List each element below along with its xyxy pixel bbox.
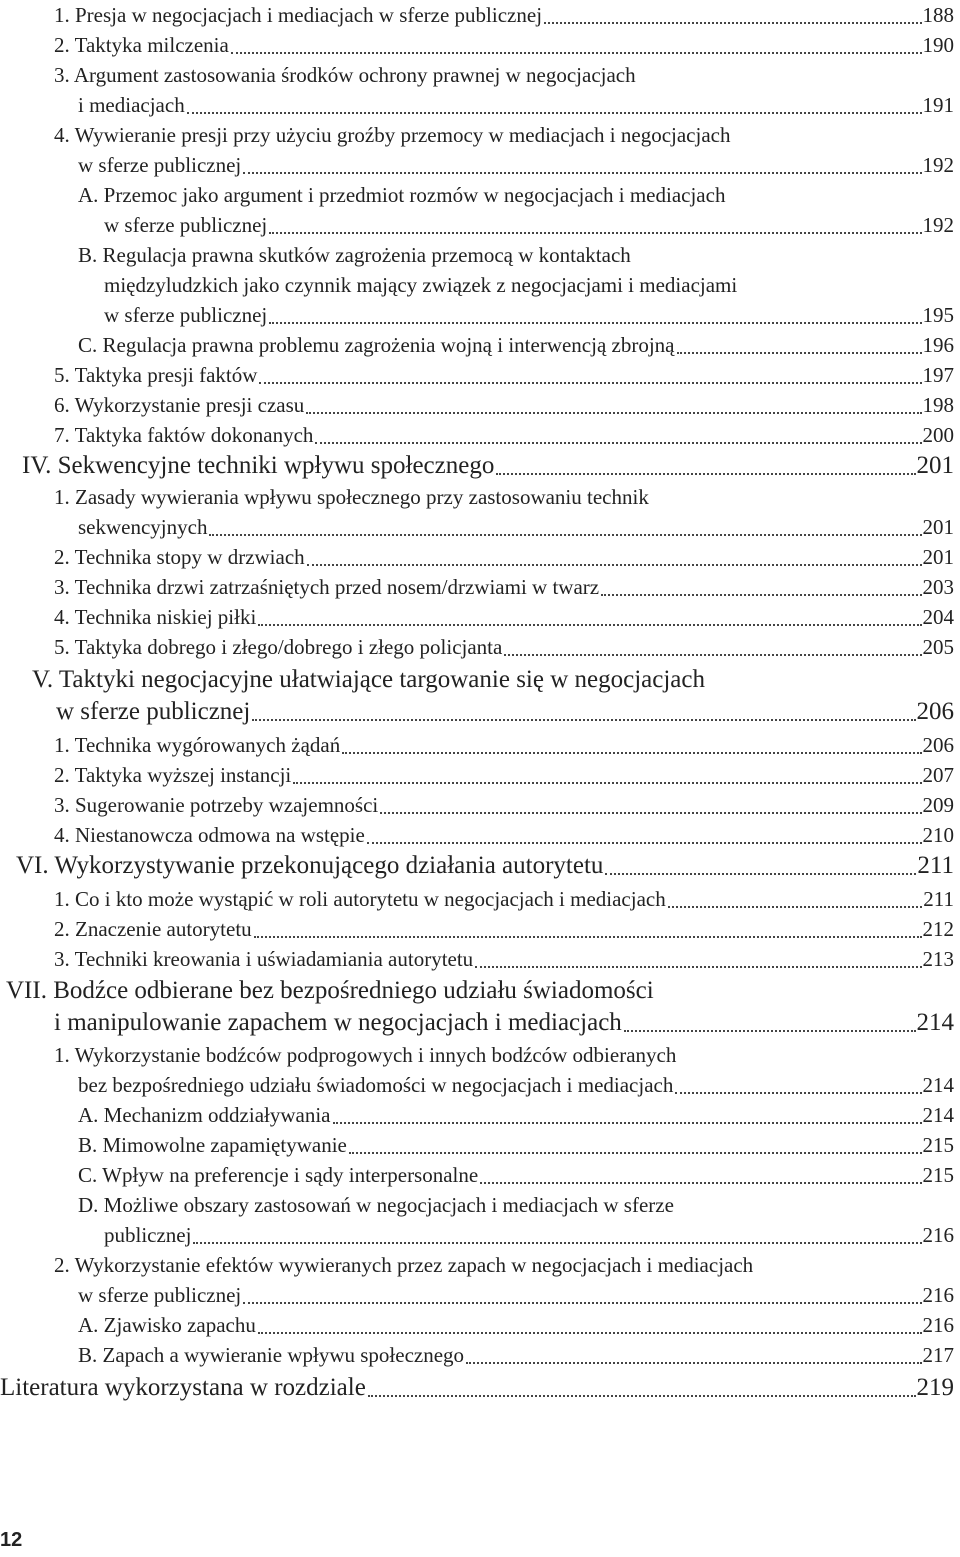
toc-page-number: 201 [922, 545, 954, 569]
toc-entry-title: 3. Technika drzwi zatrzaśniętych przed nosem/drzwiami w twarz [54, 575, 600, 599]
toc-entry [0, 1250, 954, 1310]
toc-page-number: 214 [922, 1073, 954, 1097]
toc-line [0, 850, 954, 882]
toc-line [0, 482, 954, 512]
dot-leader [315, 440, 921, 444]
toc-page-number: 216 [922, 1283, 954, 1307]
toc-page-number: 216 [922, 1223, 954, 1247]
toc-line [0, 1007, 954, 1039]
toc-page-number: 201 [922, 515, 954, 539]
toc-line [0, 150, 954, 180]
toc-entry [0, 420, 954, 450]
dot-leader [480, 1180, 921, 1184]
toc-line [0, 602, 954, 632]
toc-line [0, 1040, 954, 1070]
dot-leader [307, 562, 922, 566]
toc-entry-title: B. Mimowolne zapamiętywanie [78, 1133, 347, 1157]
toc-entry-title: 3. Sugerowanie potrzeby wzajemności [54, 793, 379, 817]
dot-leader [368, 1393, 916, 1397]
toc-line [0, 1372, 954, 1404]
dot-leader [367, 840, 922, 844]
toc-line [0, 450, 954, 482]
toc-line [0, 820, 954, 850]
toc-line [0, 420, 954, 450]
dot-leader [624, 1028, 916, 1032]
toc-page-number: 201 [916, 452, 954, 479]
toc-entry [0, 975, 954, 1039]
toc-entry [0, 120, 954, 180]
toc-entry [0, 884, 954, 914]
toc-entry-title: D. Możliwe obszary zastosowań w negocjacjach i mediacjach w sferze [78, 1193, 674, 1217]
toc-line [0, 180, 954, 210]
toc-entry-title: międzyludzkich jako czynnik mający związek z negocjacjami i mediacjami [104, 273, 738, 297]
dot-leader [677, 350, 922, 354]
toc-entry-title: V. Taktyki negocjacyjne ułatwiające targowanie się w negocjacjach [32, 666, 705, 693]
toc-line [0, 572, 954, 602]
toc-page-number: 192 [922, 153, 954, 177]
dot-leader [259, 380, 921, 384]
dot-leader [269, 320, 921, 324]
toc-line [0, 975, 954, 1007]
toc-entry-title: 1. Co i kto może wystąpić w roli autorytetu w negocjacjach i mediacjach [54, 887, 666, 911]
toc-page-number: 206 [922, 733, 954, 757]
toc-page-number: 206 [916, 698, 954, 725]
toc-line [0, 60, 954, 90]
toc-line [0, 1250, 954, 1280]
toc-entry-title: C. Wpływ na preferencje i sądy interpersonalne [78, 1163, 479, 1187]
toc-entry-title: 4. Wywieranie presji przy użyciu groźby przemocy w mediacjach i negocjacjach [54, 123, 731, 147]
toc-line [0, 390, 954, 420]
dot-leader [306, 410, 921, 414]
dot-leader [342, 750, 921, 754]
toc-entry-title: 1. Zasady wywierania wpływu społecznego przy zastosowaniu technik [54, 485, 649, 509]
dot-leader [209, 532, 921, 536]
toc-entry-title: bez bezpośredniego udziału świadomości w negocjacjach i mediacjach [78, 1073, 674, 1097]
toc-line [0, 1160, 954, 1190]
toc-entry [0, 1040, 954, 1100]
toc-page-number: 211 [923, 887, 954, 911]
toc-entry-title: 1. Technika wygórowanych żądań [54, 733, 341, 757]
toc-page-number: 196 [922, 333, 954, 357]
toc-entry-title: A. Przemoc jako argument i przedmiot rozmów w negocjacjach i mediacjach [78, 183, 726, 207]
dot-leader [243, 1300, 921, 1304]
toc-line [0, 270, 954, 300]
toc-entry-title: w sferze publicznej [104, 213, 268, 237]
toc-page-number: 211 [917, 852, 954, 879]
dot-leader [504, 652, 921, 656]
toc-page-number: 214 [916, 1009, 954, 1036]
toc-entry-title: 2. Znaczenie autorytetu [54, 917, 252, 941]
toc-entry [0, 602, 954, 632]
toc-entry-title: 5. Taktyka presji faktów [54, 363, 258, 387]
toc-entry-title: w sferze publicznej [78, 1283, 242, 1307]
dot-leader [380, 810, 921, 814]
toc-entry [0, 914, 954, 944]
toc-entry-title: 6. Wykorzystanie presji czasu [54, 393, 305, 417]
toc-line [0, 240, 954, 270]
toc-line [0, 730, 954, 760]
toc-line [0, 884, 954, 914]
toc-entry-title: i mediacjach [78, 93, 185, 117]
toc-line [0, 1130, 954, 1160]
toc-page-number: 197 [922, 363, 954, 387]
toc-entry [0, 30, 954, 60]
toc-entry [0, 760, 954, 790]
toc-entry-title: C. Regulacja prawna problemu zagrożenia wojną i interwencją zbrojną [78, 333, 675, 357]
dot-leader [601, 592, 921, 596]
toc-page-number: 200 [922, 423, 954, 447]
toc-entry-title: 4. Niestanowcza odmowa na wstępie [54, 823, 365, 847]
toc-entry-title: sekwencyjnych [78, 515, 208, 539]
toc-entry [0, 1160, 954, 1190]
toc-entry [0, 180, 954, 240]
toc-page-number: 213 [922, 947, 954, 971]
toc-page-number: 192 [922, 213, 954, 237]
toc-line [0, 0, 954, 30]
dot-leader [349, 1150, 922, 1154]
toc-line [0, 1280, 954, 1310]
toc-entry-title: 2. Taktyka milczenia [54, 33, 229, 57]
toc-line [0, 632, 954, 662]
toc-entry-title: Literatura wykorzystana w rozdziale [0, 1374, 366, 1401]
toc-page-number: 188 [922, 3, 954, 27]
toc-line [0, 1070, 954, 1100]
dot-leader [258, 622, 921, 626]
dot-leader [466, 1360, 921, 1364]
toc-entry-title: IV. Sekwencyjne techniki wpływu społecznego [22, 452, 495, 479]
dot-leader [675, 1090, 921, 1094]
toc-page-number: 215 [922, 1163, 954, 1187]
toc-entry [0, 1372, 954, 1404]
toc-page-number: 215 [922, 1133, 954, 1157]
toc-entry-title: A. Mechanizm oddziaływania [78, 1103, 331, 1127]
toc-line [0, 696, 954, 728]
toc-entry-title: 2. Technika stopy w drzwiach [54, 545, 305, 569]
toc-line [0, 360, 954, 390]
toc-entry-title: w sferze publicznej [56, 698, 251, 725]
toc-entry [0, 542, 954, 572]
toc-entry [0, 944, 954, 974]
dot-leader [544, 20, 921, 24]
toc-entry-title: 2. Taktyka wyższej instancji [54, 763, 292, 787]
toc-entry [0, 390, 954, 420]
toc-entry [0, 1190, 954, 1250]
toc-line [0, 664, 954, 696]
toc-page-number: 207 [922, 763, 954, 787]
toc-entry-title: i manipulowanie zapachem w negocjacjach i mediacjach [54, 1009, 622, 1036]
toc-page-number: 190 [922, 33, 954, 57]
dot-leader [269, 230, 921, 234]
toc-entry [0, 1100, 954, 1130]
dot-leader [254, 934, 922, 938]
toc-entry-title: publicznej [104, 1223, 192, 1247]
toc-page-number: 210 [922, 823, 954, 847]
toc-line [0, 300, 954, 330]
toc-entry-title: 7. Taktyka faktów dokonanych [54, 423, 314, 447]
toc-line [0, 1310, 954, 1340]
toc-line [0, 120, 954, 150]
toc-page-number: 217 [922, 1343, 954, 1367]
toc-entry-title: 2. Wykorzystanie efektów wywieranych przez zapach w negocjacjach i mediacjach [54, 1253, 754, 1277]
dot-leader [293, 780, 921, 784]
toc-entry-title: 1. Presja w negocjacjach i mediacjach w sferze publicznej [54, 3, 543, 27]
toc-line [0, 914, 954, 944]
dot-leader [605, 871, 916, 875]
toc-entry [0, 482, 954, 542]
toc-entry-title: 5. Taktyka dobrego i złego/dobrego i złego policjanta [54, 635, 503, 659]
toc-entry-title: w sferze publicznej [104, 303, 268, 327]
toc-page-number: 198 [922, 393, 954, 417]
toc-line [0, 790, 954, 820]
toc-entry [0, 820, 954, 850]
toc-entry [0, 572, 954, 602]
dot-leader [496, 471, 915, 475]
toc-entry [0, 664, 954, 728]
toc-page-number: 216 [922, 1313, 954, 1337]
toc-entry-title: VI. Wykorzystywanie przekonującego działania autorytetu [16, 852, 604, 879]
toc-entry-title: VII. Bodźce odbierane bez bezpośredniego udziału świadomości [6, 977, 654, 1004]
toc-entry [0, 60, 954, 120]
toc-page-number: 204 [922, 605, 954, 629]
toc-line [0, 944, 954, 974]
toc-line [0, 30, 954, 60]
toc-line [0, 90, 954, 120]
toc-entry [0, 790, 954, 820]
dot-leader [668, 904, 923, 908]
dot-leader [333, 1120, 922, 1124]
toc-page-number: 209 [922, 793, 954, 817]
toc-page-number: 195 [922, 303, 954, 327]
toc-line [0, 1340, 954, 1370]
dot-leader [187, 110, 922, 114]
page-number: 12 [0, 1529, 23, 1551]
toc-line [0, 512, 954, 542]
toc-line [0, 1190, 954, 1220]
dot-leader [243, 170, 921, 174]
toc-line [0, 330, 954, 360]
toc-entry [0, 240, 954, 330]
toc-line [0, 1100, 954, 1130]
toc-entry-title: 3. Techniki kreowania i uświadamiania autorytetu [54, 947, 474, 971]
toc-entry-title: B. Zapach a wywieranie wpływu społecznego [78, 1343, 465, 1367]
dot-leader [231, 50, 922, 54]
toc-entry [0, 632, 954, 662]
toc-entry [0, 360, 954, 390]
toc-entry-title: A. Zjawisko zapachu [78, 1313, 256, 1337]
toc-entry-title: 4. Technika niskiej piłki [54, 605, 257, 629]
toc-entry [0, 1310, 954, 1340]
toc-line [0, 1220, 954, 1250]
toc-entry [0, 330, 954, 360]
toc-entry-title: 3. Argument zastosowania środków ochrony prawnej w negocjacjach [54, 63, 636, 87]
toc-line [0, 542, 954, 572]
toc-entry-title: w sferze publicznej [78, 153, 242, 177]
toc-line [0, 760, 954, 790]
toc-page-number: 203 [922, 575, 954, 599]
toc-page-number: 191 [922, 93, 954, 117]
toc-line [0, 210, 954, 240]
toc-entry [0, 0, 954, 30]
toc-entry [0, 730, 954, 760]
toc-page-number: 214 [922, 1103, 954, 1127]
toc-entry [0, 1340, 954, 1370]
dot-leader [475, 964, 921, 968]
dot-leader [193, 1240, 921, 1244]
dot-leader [252, 717, 915, 721]
toc-entry [0, 1130, 954, 1160]
toc-entry [0, 850, 954, 882]
toc-entry-title: B. Regulacja prawna skutków zagrożenia przemocą w kontaktach [78, 243, 631, 267]
toc-page-number: 205 [922, 635, 954, 659]
toc-entry-title: 1. Wykorzystanie bodźców podprogowych i innych bodźców odbieranych [54, 1043, 677, 1067]
toc-entry [0, 450, 954, 482]
toc-page-number: 212 [922, 917, 954, 941]
toc-page-number: 219 [916, 1374, 954, 1401]
dot-leader [258, 1330, 922, 1334]
